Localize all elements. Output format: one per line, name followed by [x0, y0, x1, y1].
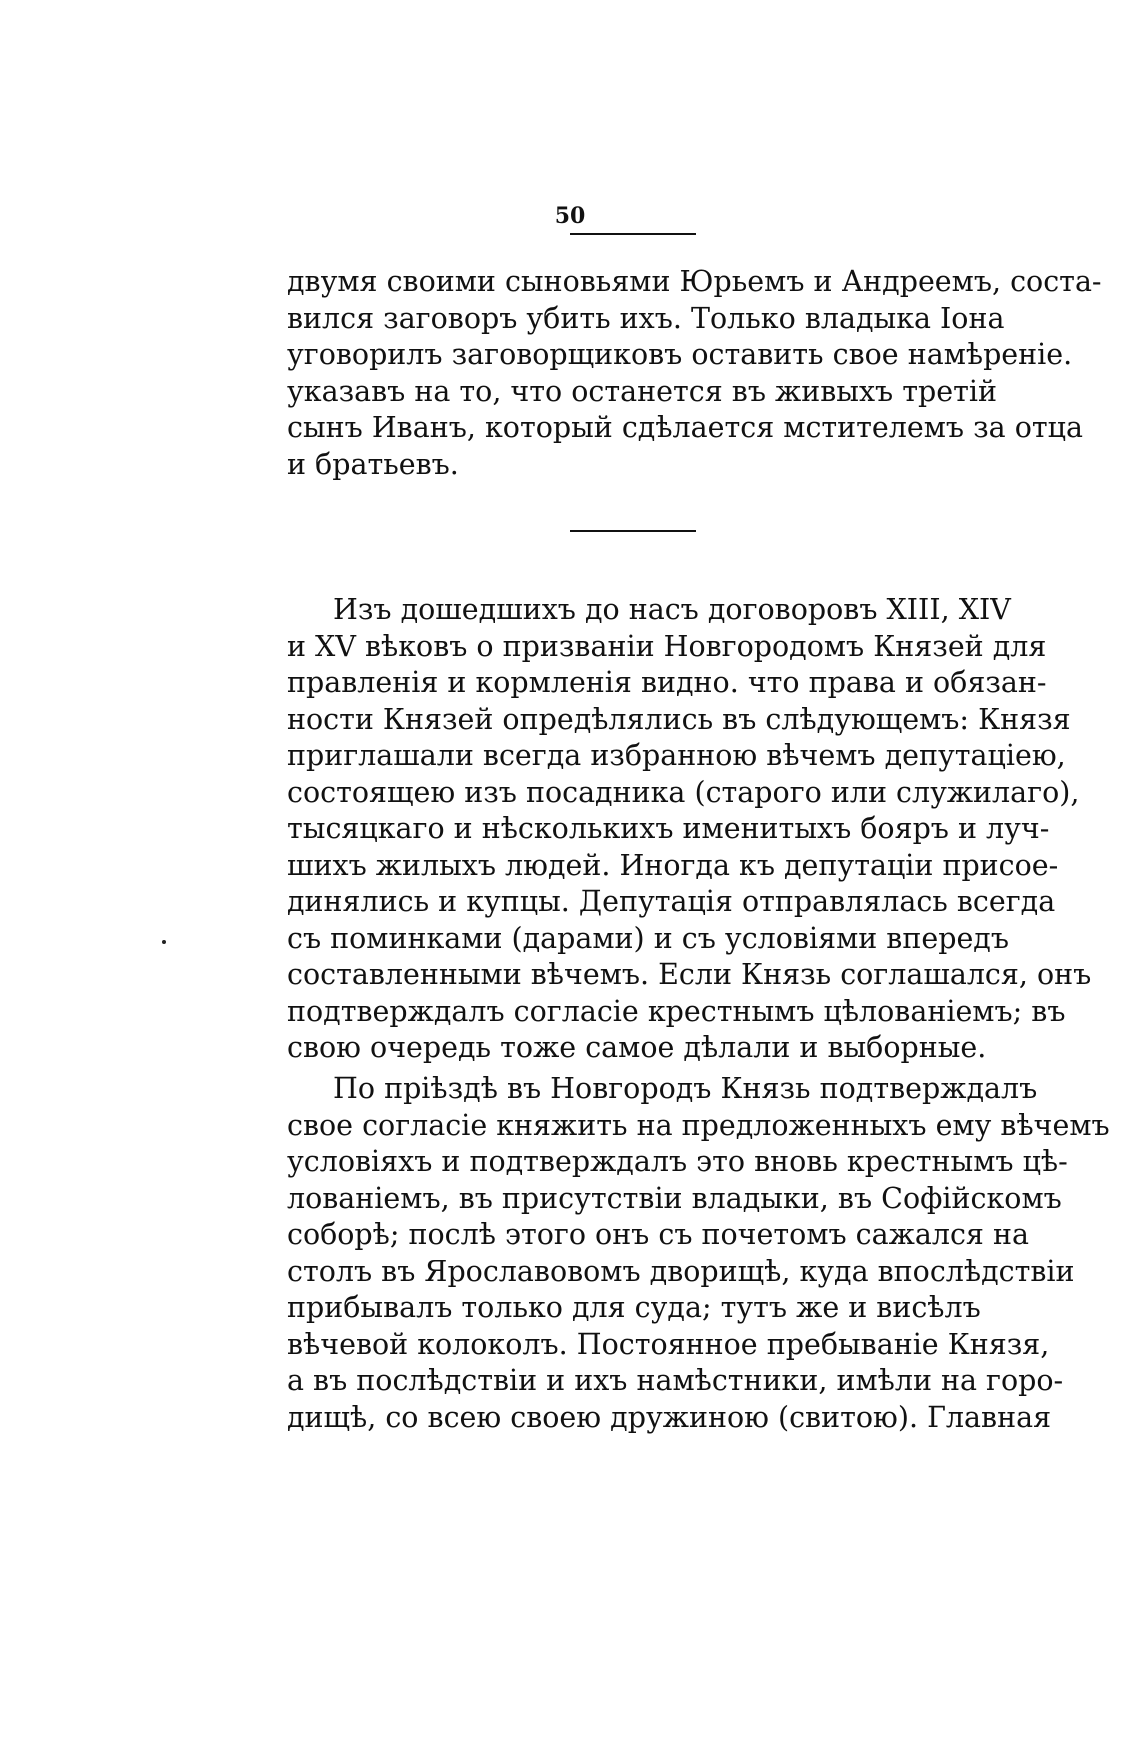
text-line: и братьевъ. — [287, 447, 459, 481]
text-line: приглашали всегда избранною вѣчемъ депутаціею, — [287, 739, 1066, 772]
text-line: шихъ жилыхъ людей. Иногда къ депутаціи присое- — [287, 848, 1059, 882]
text-line: условіяхъ и подтверждалъ это вновь крестнымъ цѣ- — [287, 1145, 1068, 1178]
text-line: уговорилъ заговорщиковъ оставить свое намѣреніе. — [287, 338, 1073, 371]
text-line: съ поминками (дарами) и съ условіями впередъ — [287, 921, 1009, 955]
text-line: составленными вѣчемъ. Если Князь соглашался, онъ — [287, 958, 1092, 991]
text-line: свое согласіе княжить на предложенныхъ ему вѣчемъ — [287, 1108, 1110, 1142]
text-line: вился заговоръ убить ихъ. Только владыка Іона — [287, 301, 1005, 335]
text-line: свою очередь тоже самое дѣлали и выборные. — [287, 1031, 987, 1064]
header-rule — [570, 233, 696, 235]
paragraph-3 — [287, 1071, 1110, 1436]
text-line: указавъ на то, что останется въ живыхъ третій — [287, 374, 997, 408]
text-line: ности Князей опредѣлялись въ слѣдующемъ: Князя — [287, 702, 1071, 736]
text-line: двумя своими сыновьями Юрьемъ и Андреемъ, соста- — [287, 265, 1102, 298]
text-line: столъ въ Ярославовомъ дворищѣ, куда впослѣдствіи — [287, 1254, 1075, 1288]
paragraph-1 — [287, 264, 1102, 483]
text-line: динялись и купцы. Депутація отправлялась всегда — [287, 885, 1056, 918]
paragraph-2 — [287, 592, 1092, 1067]
text-line: вѣчевой колоколъ. Постоянное пребываніе Князя, — [287, 1327, 1050, 1361]
text-line: состоящею изъ посадника (старого или служилаго), — [287, 775, 1080, 809]
page-number: 50 — [554, 203, 586, 229]
text-line: лованіемъ, въ присутствіи владыки, въ Софійскомъ — [287, 1181, 1062, 1215]
text-line: дищѣ, со всею своею дружиною (свитою). Главная — [287, 1400, 1052, 1434]
text-line: сынъ Иванъ, который сдѣлается мстителемъ за отца — [287, 411, 1083, 444]
text-line: Изъ дошедшихъ до насъ договоровъ XIII, XIV — [333, 593, 1011, 626]
text-line: подтверждалъ согласіе крестнымъ цѣлованіемъ; въ — [287, 994, 1066, 1028]
text-line: и XV вѣковъ о призваніи Новгородомъ Князей для — [287, 629, 1047, 663]
text-line: прибывалъ только для суда; тутъ же и висѣлъ — [287, 1291, 981, 1324]
text-line: соборѣ; послѣ этого онъ съ почетомъ сажался на — [287, 1218, 1029, 1251]
text-line: По пріѣздѣ въ Новгородъ Князь подтверждалъ — [333, 1072, 1038, 1105]
text-line: а въ послѣдствіи и ихъ намѣстники, имѣли на горо- — [287, 1364, 1064, 1397]
section-divider — [570, 530, 696, 532]
text-line: тысяцкаго и нѣсколькихъ именитыхъ бояръ и луч- — [287, 812, 1050, 845]
scan-speck — [162, 940, 166, 944]
text-line: правленія и кормленія видно. что права и обязан- — [287, 666, 1047, 699]
